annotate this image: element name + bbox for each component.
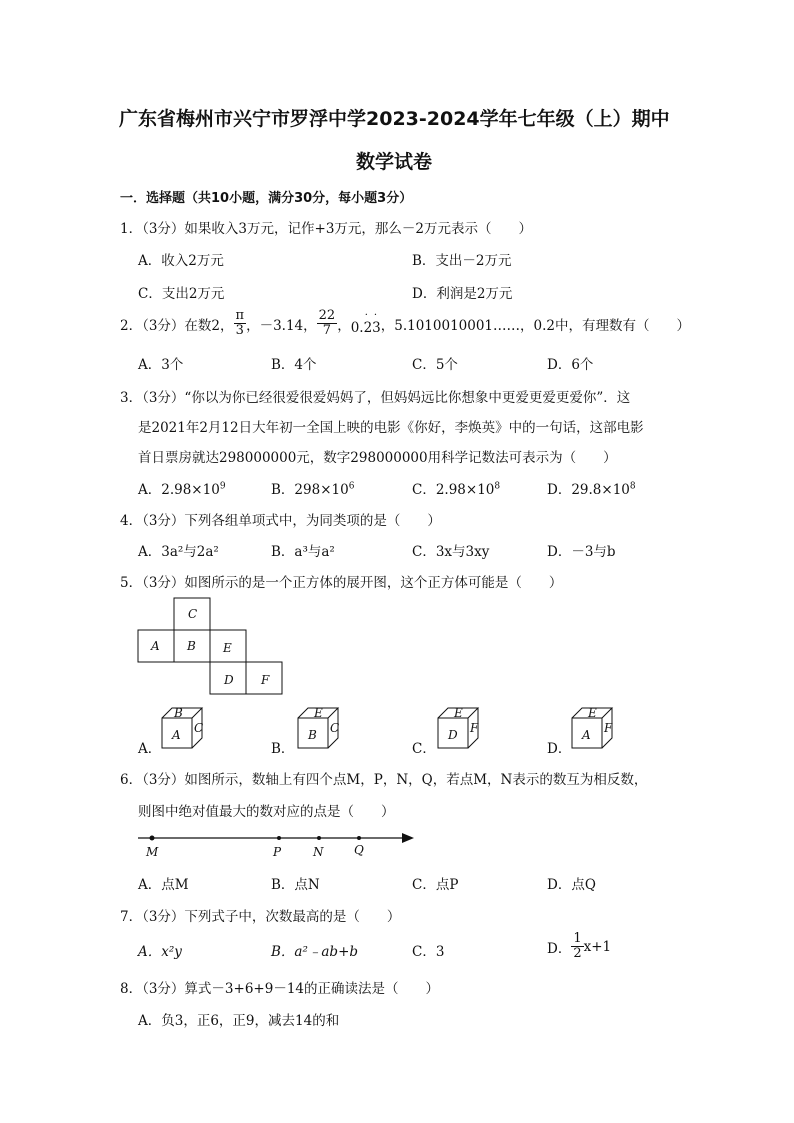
fraction-numerator: π: [235, 308, 245, 323]
q2-middle-2: ，: [337, 317, 351, 334]
fraction-numerator: 1: [573, 931, 582, 946]
q2-option-a: A．3个: [138, 357, 184, 373]
q5-option-c-label: C．: [412, 741, 436, 757]
q3-option-a: [138, 478, 226, 498]
q4-option-d: D．－3与b: [547, 544, 616, 560]
question-7-stem: 7．（3分）下列式子中，次数最高的是（ ）: [120, 909, 401, 925]
q3-option-c: [412, 478, 500, 498]
q7-option-a: A．x²y: [138, 944, 182, 960]
q3-d-base: D．29.8×10: [547, 482, 630, 498]
q6-option-b: B．点N: [271, 877, 320, 893]
q4-option-c: C．3x与3xy: [412, 544, 490, 560]
cube-net-figure: [136, 596, 288, 700]
q2-middle-1: ，－3.14，: [246, 317, 317, 334]
q3-c-base: C．2.98×10: [412, 482, 495, 498]
q8-option-a: A．负3，正6，正9，减去14的和: [138, 1013, 340, 1029]
q3-a-base: A．2.98×10: [138, 482, 220, 498]
cube-b-side: C: [330, 721, 340, 735]
q3-c-exponent: 8: [494, 481, 501, 492]
point-n-dot: [317, 836, 321, 840]
point-label-p: P: [273, 845, 282, 859]
number-line-figure: [136, 826, 422, 860]
cube-option-d: [570, 706, 620, 750]
point-p-dot: [277, 836, 281, 840]
net-label-d: D: [224, 673, 234, 687]
q7-option-b: B．a²﹣ab+b: [271, 944, 359, 960]
cube-a-front: A: [172, 728, 181, 742]
net-label-e: E: [223, 641, 232, 655]
question-8-stem: 8．（3分）算式－3+6+9－14的正确读法是（ ）: [120, 981, 439, 997]
question-2-stem: [120, 309, 690, 338]
q7-option-d: [547, 932, 611, 961]
fraction-numerator: 22: [318, 308, 336, 323]
page-title: 广东省梅州市兴宁市罗浮中学2023-2024学年七年级（上）期中: [119, 108, 670, 130]
cube-d-side: F: [604, 721, 613, 735]
cube-d-top: E: [588, 706, 597, 720]
cube-c-front: D: [448, 728, 458, 742]
q6-option-c: C．点P: [412, 877, 459, 893]
q7-d-prefix: D．: [547, 940, 572, 957]
q1-option-b: B．支出－2万元: [412, 253, 512, 269]
fraction-denominator: 7: [322, 323, 332, 338]
q1-option-a: A．收入2万元: [138, 253, 224, 269]
repeating-decimal-value: 0.23: [350, 319, 381, 336]
q2-suffix: ，5.1010010001……，0.2中，有理数有（ ）: [380, 317, 690, 334]
q2-prefix: 2．（3分）在数2，: [120, 317, 234, 334]
cube-d-front: A: [582, 728, 591, 742]
cube-option-c: [436, 706, 486, 750]
page-subtitle: 数学试卷: [356, 151, 433, 173]
q3-b-exponent: 6: [348, 481, 355, 492]
fraction-pi-over-3: [234, 309, 247, 338]
point-m-dot: [150, 836, 155, 841]
section-heading: 一．选择题（共10小题，满分30分，每小题3分）: [120, 191, 413, 206]
cube-a-side: C: [194, 721, 204, 735]
q6-option-d: D．点Q: [547, 877, 596, 893]
q7-d-suffix: x+1: [583, 938, 612, 955]
point-label-n: N: [313, 845, 324, 859]
q4-option-b: B．a³与a²: [271, 544, 335, 560]
question-4-stem: 4．（3分）下列各组单项式中，为同类项的是（ ）: [120, 513, 441, 529]
fraction-22-over-7: [317, 309, 338, 338]
q7-option-c: C．3: [412, 944, 445, 960]
net-label-f: F: [261, 673, 270, 687]
net-label-a: A: [151, 639, 160, 653]
net-label-b: B: [187, 639, 196, 653]
q3-a-exponent: 9: [219, 481, 226, 492]
repeating-decimal: [350, 309, 384, 336]
cube-b-top: E: [314, 706, 323, 720]
cube-option-a: [160, 706, 210, 750]
point-label-q: Q: [354, 843, 364, 857]
q5-option-b-label: B．: [271, 741, 295, 757]
cube-c-side: F: [470, 721, 479, 735]
q3-option-d: [547, 478, 636, 498]
cube-c-top: E: [454, 706, 463, 720]
q6-option-a: A．点M: [138, 877, 189, 893]
question-1-stem: 1．（3分）如果收入3万元，记作+3万元，那么－2万元表示（ ）: [120, 221, 533, 237]
cube-b-front: B: [308, 728, 317, 742]
q5-option-d-label: D．: [547, 741, 572, 757]
repeat-dots: ··: [364, 309, 384, 321]
cube-option-b: [296, 706, 346, 750]
question-3-line-3: 首日票房就达298000000元，数字298000000用科学记数法可表示为（ ）: [138, 450, 617, 466]
q1-option-d: D．利润是2万元: [412, 286, 513, 302]
question-3-line-2: 是2021年2月12日大年初一全国上映的电影《你好，李焕英》中的一句话，这部电影: [138, 420, 644, 436]
q3-b-base: B．298×10: [271, 482, 349, 498]
q1-option-c: C．支出2万元: [138, 286, 225, 302]
q3-option-b: [271, 478, 354, 498]
arrow-head-icon: [402, 833, 414, 843]
question-5-stem: 5．（3分）如图所示的是一个正方体的展开图，这个正方体可能是（ ）: [120, 575, 563, 591]
q4-option-a: A．3a²与2a²: [138, 544, 219, 560]
q2-option-d: D．6个: [547, 357, 594, 373]
point-q-dot: [357, 836, 361, 840]
fraction-denominator: 3: [235, 323, 244, 338]
fraction-denominator: 2: [573, 946, 582, 961]
q3-d-exponent: 8: [629, 481, 636, 492]
point-label-m: M: [146, 845, 159, 859]
q5-option-a-label: A．: [138, 741, 162, 757]
q2-option-c: C．5个: [412, 357, 458, 373]
question-6-line-1: 6．（3分）如图所示，数轴上有四个点M，P，N，Q，若点M，N表示的数互为相反数，: [120, 772, 648, 788]
cube-a-top: B: [174, 706, 183, 720]
question-3-line-1: 3．（3分）“你以为你已经很爱很爱妈妈了，但妈妈远比你想象中更爱更爱更爱你”．这: [120, 390, 631, 406]
fraction-one-half: [571, 932, 583, 961]
q2-option-b: B．4个: [271, 357, 317, 373]
net-label-c: C: [188, 607, 198, 621]
question-6-line-2: 则图中绝对值最大的数对应的点是（ ）: [138, 804, 395, 820]
